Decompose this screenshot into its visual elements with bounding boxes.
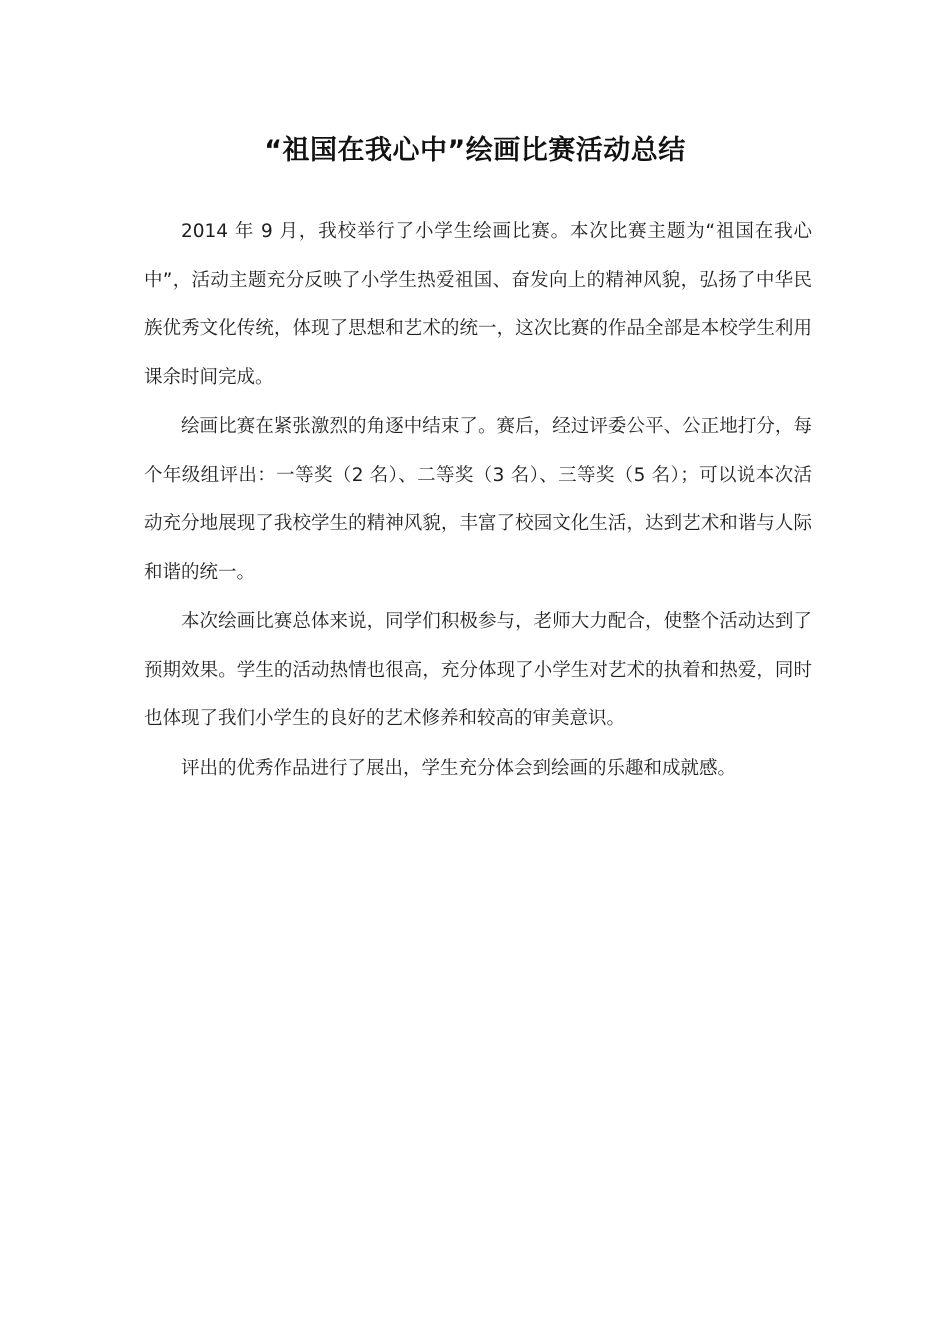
paragraph-results: 绘画比赛在紧张激烈的角逐中结束了。赛后，经过评委公平、公正地打分，每个年级组评出：一等奖（2 名）、二等奖（3 名）、三等奖（5 名）；可以说本次活动充分地展现了我校学生的精神风貌，丰富了校园文化生活，达到艺术和谐与人际和谐的统一。 [144, 416, 812, 583]
paragraph-exhibition: 评出的优秀作品进行了展出，学生充分体会到绘画的乐趣和成就感。 [181, 757, 737, 779]
paragraph-evaluation: 本次绘画比赛总体来说，同学们积极参与，老师大力配合，使整个活动达到了预期效果。学生的活动热情也很高，充分体现了小学生对艺术的执着和热爱，同时也体现了我们小学生的良好的艺术修养和较高的审美意识。 [144, 611, 812, 729]
document-title: “祖国在我心中”绘画比赛活动总结 [264, 135, 686, 166]
paragraph-intro: 2014 年 9 月，我校举行了小学生绘画比赛。本次比赛主题为“祖国在我心中”，活动主题充分反映了小学生热爱祖国、奋发向上的精神风貌，弘扬了中华民族优秀文化传统，体现了思想和艺术的统一，这次比赛的作品全部是本校学生利用课余时间完成。 [144, 221, 812, 388]
document-body [144, 208, 812, 793]
